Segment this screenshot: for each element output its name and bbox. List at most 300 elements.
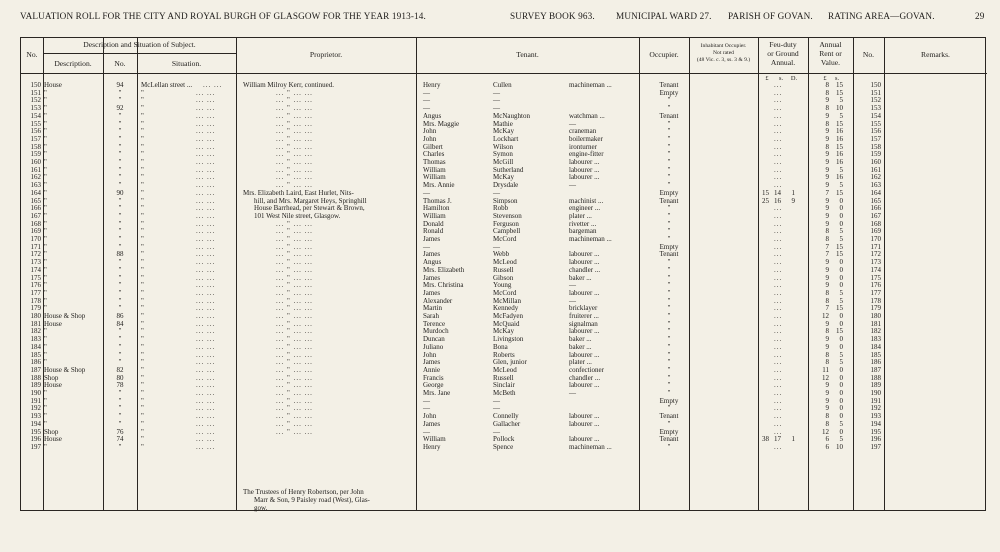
proprietor-ditto: ... " ... ... (276, 304, 313, 313)
situation: " (141, 381, 144, 390)
entry-number-right: 183 (870, 335, 881, 344)
situation: " (141, 273, 144, 282)
rent-shillings: 15 (836, 327, 843, 336)
occupier-status: Tenant (659, 412, 679, 421)
entry-number-right: 158 (870, 142, 881, 151)
parish: PARISH OF GOVAN. (728, 11, 813, 21)
subject-description: " (44, 188, 47, 197)
tenant-first-name: William (423, 435, 446, 444)
feu-duty-dots: ... (774, 96, 783, 105)
feu-duty-dots: ... (774, 127, 783, 136)
occupier-status: " (667, 365, 671, 374)
rent-pounds: 7 (825, 188, 829, 197)
leader-dots: ... ... (196, 404, 216, 413)
entry-number: 160 (30, 158, 41, 166)
entry-number-right: 185 (870, 350, 881, 359)
situation: " (141, 235, 144, 243)
occupier-status: " (667, 119, 671, 128)
proprietor-196-line1: The Trustees of Henry Robertson, per John (243, 488, 364, 497)
tenant-first-name: Terence (423, 319, 446, 328)
entry-number: 178 (30, 296, 41, 305)
occupier-status: " (667, 173, 671, 182)
rent-shillings: 15 (836, 81, 843, 89)
subject-description: " (44, 258, 47, 267)
feu-duty-dots: ... (774, 427, 783, 436)
occupier-status: " (667, 165, 671, 174)
proprietor-ditto: ... " ... ... (276, 265, 313, 274)
feu-duty-dots: ... (774, 165, 783, 174)
rent-shillings: 0 (839, 342, 843, 351)
situation: " (141, 412, 144, 421)
street-number: " (118, 396, 122, 405)
entry-number: 153 (30, 104, 41, 113)
tenant-surname: Livingston (493, 335, 524, 344)
subject-description: House (44, 381, 62, 390)
rent-pounds: 6 (825, 435, 829, 444)
tenant-occupation: bargeman (569, 227, 597, 236)
rent-pounds: 9 (825, 319, 829, 328)
col-ground: or Ground (767, 49, 799, 58)
proprietor-ditto: ... " ... ... (276, 296, 313, 305)
occupier-status: " (667, 204, 671, 213)
proprietor-ditto: ... " ... ... (276, 158, 313, 166)
street-number: " (118, 335, 122, 344)
leader-dots: ... ... (196, 242, 216, 251)
rent-pounds: 9 (825, 173, 829, 182)
tenant-surname: Mathie (493, 119, 513, 128)
leader-dots: ... ... (196, 173, 216, 182)
tenant-first-name: Thomas J. (423, 196, 452, 205)
tenant-surname: McMillan (493, 296, 521, 305)
situation: " (141, 204, 144, 213)
leader-dots: ... ... (196, 235, 216, 243)
street-number: " (118, 227, 122, 236)
municipal-ward: MUNICIPAL WARD 27. (616, 11, 712, 21)
col-occupier: Occupier. (649, 50, 679, 59)
subject-description: " (44, 196, 47, 205)
entry-number: 188 (30, 373, 41, 382)
feu-duty-dots: ... (774, 111, 783, 120)
leader-dots: ... ... (196, 258, 216, 267)
feu-duty-dots: ... (774, 419, 783, 428)
entry-number: 174 (30, 265, 41, 274)
rent-pounds: 7 (825, 242, 829, 251)
tenant-surname: Gallacher (493, 419, 521, 428)
situation: " (141, 96, 144, 105)
tenant-surname: McNaughton (493, 111, 530, 120)
occupier-status: " (667, 304, 671, 313)
rent-shillings: 15 (836, 250, 843, 259)
tenant-occupation: labourer ... (569, 327, 600, 336)
entry-number-right: 172 (870, 250, 881, 259)
entry-number: 193 (30, 412, 41, 421)
subject-description: " (44, 442, 47, 451)
proprietor-ditto: ... " ... ... (276, 312, 313, 320)
street-number: " (118, 419, 122, 428)
tenant-first-name: James (423, 288, 441, 297)
occupier-status: " (667, 319, 671, 328)
proprietor-ditto: ... " ... ... (276, 134, 313, 143)
rent-pounds: 9 (825, 150, 829, 159)
leader-dots: ... ... (196, 119, 216, 128)
entry-number-right: 174 (870, 265, 881, 274)
occupier-status: " (667, 404, 671, 413)
tenant-first-name: John (423, 412, 437, 421)
proprietor-ditto: ... " ... ... (276, 96, 313, 105)
tenant-surname: — (493, 404, 500, 413)
rent-shillings: 5 (839, 350, 843, 359)
occupier-status: Empty (659, 188, 679, 197)
tenant-occupation: labourer ... (569, 258, 600, 267)
tenant-surname: Sutherland (493, 165, 524, 174)
proprietor-ditto: ... " ... ... (276, 281, 313, 290)
col-situation: Situation. (171, 59, 202, 68)
tenant-surname: McLeod (493, 258, 517, 267)
rent-pounds: 8 (825, 81, 829, 89)
rent-pounds: 12 (822, 373, 829, 382)
rent-shillings: 0 (839, 427, 843, 436)
entry-number: 169 (30, 227, 41, 236)
rent-shillings: 5 (839, 435, 843, 444)
leader-dots: ... ... (196, 142, 216, 151)
entry-number-right: 159 (870, 150, 881, 159)
street-number: 86 (116, 312, 124, 320)
tenant-first-name: — (423, 96, 430, 105)
rent-shillings: 0 (839, 211, 843, 220)
leader-dots: ... ... (196, 442, 216, 451)
street-number: 90 (116, 188, 124, 197)
feu-duty-dots: ... (774, 235, 783, 243)
occupier-status: Tenant (659, 435, 679, 444)
tenant-surname: Russell (493, 265, 514, 274)
rent-shillings: 0 (839, 204, 843, 213)
feu-duty-dots: ... (774, 373, 783, 382)
tenant-first-name: Ronald (423, 227, 444, 236)
tenant-surname: McFadyen (493, 312, 523, 320)
leader-dots: ... ... (196, 88, 216, 97)
occupier-status: " (667, 142, 671, 151)
street-number: 92 (116, 104, 124, 113)
situation: " (141, 211, 144, 220)
tenant-occupation: bricklayer (569, 304, 598, 313)
entry-number: 162 (30, 173, 41, 182)
street-number: " (118, 196, 122, 205)
tenant-occupation: plater ... (569, 211, 592, 220)
rent-shillings: 0 (839, 258, 843, 267)
feu-duty-pounds: 25 (762, 196, 769, 205)
street-number: 78 (116, 381, 124, 390)
proprietor-ditto: ... " ... ... (276, 181, 313, 190)
tenant-surname: Pollock (493, 435, 515, 444)
proprietor-ditto: ... " ... ... (276, 242, 313, 251)
tenant-occupation: labourer ... (569, 419, 600, 428)
col-desc-group: Description and Situation of Subject. (83, 40, 196, 49)
entry-number: 197 (30, 442, 41, 451)
subject-description: Shop (44, 373, 59, 382)
occupier-status: " (667, 350, 671, 359)
situation: " (141, 335, 144, 344)
tenant-occupation: signalman (569, 319, 598, 328)
tenant-first-name: James (423, 273, 441, 282)
occupier-status: " (667, 419, 671, 428)
leader-dots: ... ... (196, 265, 216, 274)
rent-shillings: 15 (836, 304, 843, 313)
proprietor-196-line2: Marr & Son, 9 Paisley road (West), Glas- (254, 495, 370, 504)
tenant-occupation: machineman ... (569, 81, 612, 89)
tenant-first-name: Angus (423, 258, 442, 267)
proprietor-196-line3: gow. (254, 503, 268, 512)
entry-number-right: 152 (870, 96, 881, 105)
situation: " (141, 435, 144, 444)
rent-shillings: 10 (836, 104, 843, 113)
situation: " (141, 296, 144, 305)
proprietor-ditto: ... " ... ... (276, 235, 313, 243)
feu-duty-dots: ... (774, 358, 783, 367)
rent-shillings: 16 (836, 173, 843, 182)
feu-duty-pounds: 15 (762, 188, 769, 197)
proprietor-ditto: ... " ... ... (276, 173, 313, 182)
proprietor-ditto: ... " ... ... (276, 119, 313, 128)
tenant-first-name: John (423, 127, 437, 136)
tenant-first-name: — (423, 427, 430, 436)
rent-pound-label: £ (823, 75, 827, 82)
proprietor-ditto: ... " ... ... (276, 365, 313, 374)
entry-number: 176 (30, 281, 41, 290)
feu-duty-dots: ... (774, 211, 783, 220)
tenant-occupation: fruiterer ... (569, 312, 599, 320)
entry-number: 195 (30, 427, 41, 436)
feu-duty-pence: 1 (791, 188, 795, 197)
tenant-surname: — (493, 427, 500, 436)
tenant-surname: McCord (493, 235, 517, 243)
occupier-status: Tenant (659, 250, 679, 259)
leader-dots: ... ... (196, 281, 216, 290)
situation: " (141, 358, 144, 367)
street-number: " (118, 150, 122, 159)
situation: " (141, 396, 144, 405)
rent-shillings: 5 (839, 235, 843, 243)
rent-shillings: 0 (839, 281, 843, 290)
feu-duty-dots: ... (774, 296, 783, 305)
leader-dots: ... ... (196, 273, 216, 282)
feu-duty-dots: ... (774, 342, 783, 351)
tenant-surname: Kennedy (493, 304, 519, 313)
leader-dots: ... ... (196, 342, 216, 351)
col-no-right: No. (862, 50, 875, 59)
entry-number-right: 165 (870, 196, 881, 205)
rent-shillings: 0 (839, 265, 843, 274)
subject-description: " (44, 158, 47, 166)
tenant-surname: Robb (493, 204, 509, 213)
subject-description: " (44, 296, 47, 305)
occupier-status: " (667, 211, 671, 220)
rent-pounds: 8 (825, 350, 829, 359)
leader-dots: ... ... (196, 150, 216, 159)
street-number: " (118, 96, 122, 105)
proprietor-ditto: ... " ... ... (276, 219, 313, 228)
entry-number-right: 192 (870, 404, 881, 413)
leader-dots: ... ... (196, 211, 216, 220)
entry-number: 154 (30, 111, 41, 120)
entry-number-right: 190 (870, 389, 881, 397)
street-number: " (118, 288, 122, 297)
situation: " (141, 327, 144, 336)
tenant-first-name: Duncan (423, 335, 445, 344)
entry-number-right: 163 (870, 181, 881, 190)
occupier-status: Tenant (659, 111, 679, 120)
tenant-occupation: labourer ... (569, 288, 600, 297)
page-header (20, 11, 1000, 27)
rent-pounds: 8 (825, 327, 829, 336)
feu-duty-dots: ... (774, 396, 783, 405)
entry-number: 173 (30, 258, 41, 267)
subject-description: " (44, 150, 47, 159)
entry-number-right: 153 (870, 104, 881, 113)
situation: " (141, 404, 144, 413)
situation: " (141, 181, 144, 190)
feu-duty-pence: 1 (791, 435, 795, 444)
subject-description: House (44, 319, 62, 328)
leader-dots: ... ... (196, 412, 216, 421)
tenant-occupation: baker ... (569, 335, 592, 344)
entry-number-right: 150 (870, 81, 881, 89)
situation: " (141, 319, 144, 328)
street-number: " (118, 273, 122, 282)
tenant-first-name: — (423, 242, 430, 251)
entry-number-right: 188 (870, 373, 881, 382)
tenant-surname: Connelly (493, 412, 519, 421)
street-number: 82 (116, 365, 124, 374)
occupier-status: " (667, 227, 671, 236)
feu-duty-dots: ... (774, 242, 783, 251)
tenant-first-name: Gilbert (423, 142, 443, 151)
leader-dots: ... ... (196, 350, 216, 359)
entry-number-right: 173 (870, 258, 881, 267)
leader-dots: ... ... (196, 435, 216, 444)
situation: " (141, 389, 144, 397)
occupier-status: " (667, 181, 671, 190)
feu-duty-dots: ... (774, 150, 783, 159)
feu-duty-shillings: 14 (774, 188, 781, 197)
rent-pounds: 7 (825, 304, 829, 313)
rent-pounds: 11 (822, 365, 829, 374)
situation: " (141, 265, 144, 274)
entry-number: 150 (30, 81, 41, 89)
situation: " (141, 111, 144, 120)
rent-pounds: 6 (825, 442, 829, 451)
leader-dots: ... ... (196, 104, 216, 113)
entry-number: 180 (30, 312, 41, 320)
proprietor-164-line3: House Barrhead, per Stewart & Brown, (254, 204, 365, 213)
proprietor-ditto: ... " ... ... (276, 104, 313, 113)
rent-shillings: 15 (836, 188, 843, 197)
entry-number-right: 156 (870, 127, 881, 136)
feu-duty-dots: ... (774, 227, 783, 236)
feu-duty-dots: ... (774, 381, 783, 390)
tenant-first-name: George (423, 381, 444, 390)
feu-duty-dots: ... (774, 389, 783, 397)
tenant-surname: Webb (493, 250, 510, 259)
tenant-first-name: Juliano (423, 342, 444, 351)
occupier-status: " (667, 335, 671, 344)
entry-number-right: 162 (870, 173, 881, 182)
col-number: No. (114, 59, 126, 68)
feu-pound-label: £ (765, 75, 769, 82)
entry-number: 163 (30, 181, 41, 190)
leader-dots: ... ... (196, 312, 216, 320)
feu-duty-dots: ... (774, 158, 783, 166)
rent-pounds: 9 (825, 389, 829, 397)
tenant-occupation: confectioner (569, 365, 604, 374)
tenant-first-name: John (423, 350, 437, 359)
subject-description: " (44, 404, 47, 413)
feu-duty-dots: ... (774, 365, 783, 374)
subject-description: " (44, 304, 47, 313)
leader-dots: ... ... (196, 134, 216, 143)
rent-pounds: 8 (825, 88, 829, 97)
feu-duty-shillings: 16 (774, 196, 781, 205)
tenant-first-name: Angus (423, 111, 442, 120)
feu-duty-dots: ... (774, 181, 783, 190)
tenant-first-name: Mrs. Maggie (423, 119, 460, 128)
occupier-status: " (667, 127, 671, 136)
situation: " (141, 288, 144, 297)
occupier-status: " (667, 258, 671, 267)
rent-pounds: 9 (825, 342, 829, 351)
rent-shillings: 0 (839, 396, 843, 405)
proprietor-ditto: ... " ... ... (276, 350, 313, 359)
proprietor-150: William Milroy Kerr, continued. (243, 81, 334, 89)
tenant-surname: — (493, 242, 500, 251)
street-number: " (118, 358, 122, 367)
entry-number: 166 (30, 204, 41, 213)
occupier-status: " (667, 96, 671, 105)
subject-description: " (44, 219, 47, 228)
situation: " (141, 173, 144, 182)
street-number: " (118, 119, 122, 128)
entry-number: 184 (30, 342, 41, 351)
situation: " (141, 88, 144, 97)
subject-description: " (44, 204, 47, 213)
situation: " (141, 134, 144, 143)
tenant-first-name: William (423, 165, 446, 174)
col-no: No. (26, 50, 38, 59)
proprietor-ditto: ... " ... ... (276, 327, 313, 336)
street-number: " (118, 204, 122, 213)
occupier-status: " (667, 358, 671, 367)
tenant-occupation: labourer ... (569, 158, 600, 166)
tenant-occupation: machinist ... (569, 196, 604, 205)
occupier-status: " (667, 235, 671, 243)
feu-duty-dots: ... (774, 281, 783, 290)
entry-number: 168 (30, 219, 41, 228)
subject-description: " (44, 281, 47, 290)
feu-duty-dots: ... (774, 404, 783, 413)
entry-number: 157 (30, 134, 41, 143)
subject-description: " (44, 327, 47, 336)
entry-number-right: 182 (870, 327, 881, 336)
tenant-surname: Symon (493, 150, 513, 159)
col-value: Value. (820, 58, 841, 67)
subject-description: " (44, 396, 47, 405)
rent-shillings: 5 (839, 96, 843, 105)
rent-pounds: 8 (825, 227, 829, 236)
entry-number-right: 157 (870, 134, 881, 143)
occupier-status: " (667, 312, 671, 320)
feu-duty-dots: ... (774, 265, 783, 274)
subject-description: " (44, 412, 47, 421)
rent-shillings: 5 (839, 227, 843, 236)
